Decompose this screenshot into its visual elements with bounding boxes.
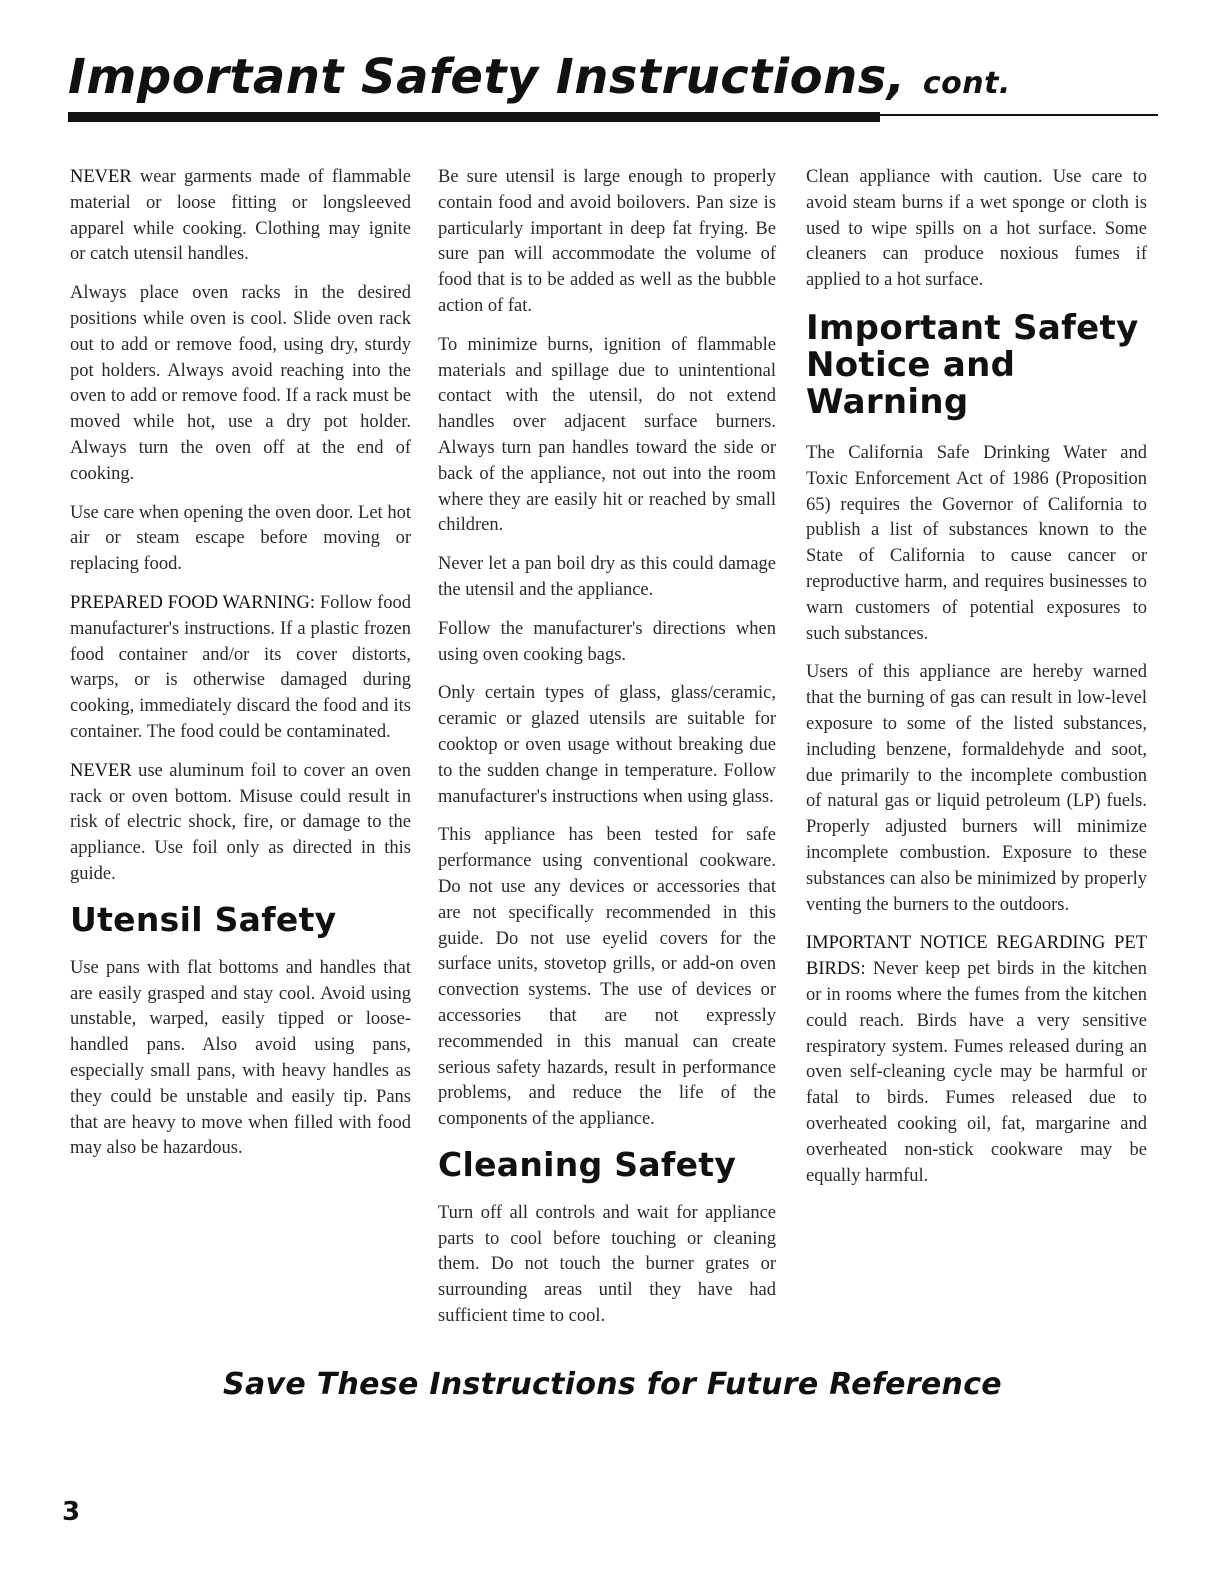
paragraph (70, 759, 411, 888)
column-middle (438, 165, 776, 1343)
page-title-suffix: cont. (922, 66, 1011, 101)
page-number: 3 (62, 1497, 81, 1527)
column-right (806, 165, 1147, 1202)
paragraph-text: Follow food manufacturer's instructions. If a plastic frozen food container and/or its cover distorts, warps, or is otherwise damaged during cooking, immediately discard the food and its container. The food could be contaminated. (70, 592, 411, 742)
title-underline-rule (68, 114, 1158, 116)
page-header (68, 44, 1158, 117)
section-heading-safety-notice: Important Safety Notice and Warning (806, 307, 1139, 422)
page-title (68, 44, 1158, 117)
paragraph: Users of this appliance are hereby warned that the burning of gas can result in low-level exposure to some of the listed substances, including benzene, formaldehyde and soot, due primarily to the incomplete combustion of natural gas or liquid petroleum (LP) fuels. Properly adjusted burners will minimize incomplete combustion. Exposure to these substances can also be minimized by properly venting the burners to the outdoors. (806, 662, 1147, 915)
save-instructions-banner: Save These Instructions for Future Reference (223, 1367, 1002, 1402)
column-left (70, 165, 411, 1175)
paragraph (70, 165, 411, 268)
paragraph-text: use aluminum foil to cover an oven rack or oven bottom. Misuse could result in risk of electric shock, fire, or damage to the appliance. Use foil only as directed in this guide. (70, 760, 411, 884)
section-heading-utensil-safety: Utensil Safety (70, 899, 337, 939)
paragraph-lead: IMPORTANT NOTICE REGARDING PET BIRDS: (806, 933, 1147, 980)
paragraph-lead: PREPARED FOOD WARNING: (70, 592, 316, 613)
page-title-main: Important Safety Instructions, (68, 49, 906, 105)
paragraph-text: Never keep pet birds in the kitchen or in rooms where the fumes from the kitchen could reach. Birds have a very sensitive respiratory system. Fumes released during an oven self-cleaning cycle may be harmful or fatal to birds. Fumes released due to overheated cooking oil, fat, margarine and overheated non-stick cookware may be equally harmful. (806, 959, 1147, 1186)
paragraph-lead: NEVER (70, 760, 132, 781)
paragraph: Only certain types of glass, glass/ceramic, ceramic or glazed utensils are suitable for cooktop or oven usage without breaking due to the sudden change in temperature. Follow manufacturer's instructions when using glass. (438, 683, 776, 807)
paragraph: The California Safe Drinking Water and Toxic Enforcement Act of 1986 (Proposition 65) requires the Governor of California to publish a list of substances known to the State of California to cause cancer or reproductive harm, and requires businesses to warn customers of potential exposures to such substances. (806, 442, 1147, 644)
paragraph: Use care when opening the oven door. Let hot air or steam escape before moving or replacing food. (70, 502, 411, 575)
paragraph (70, 591, 411, 746)
paragraph: Clean appliance with caution. Use care to avoid steam burns if a wet sponge or cloth is used to wipe spills on a hot surface. Some cleaners can produce noxious fumes if applied to a hot surface. (806, 167, 1147, 291)
paragraph: This appliance has been tested for safe performance using conventional cookware. Do not use any devices or accessories that are not specifically recommended in this guide. Do not use eyelid covers for the surface units, stovetop grills, or add-on oven convection systems. The use of devices or accessories that are not expressly recommended in this manual can create serious safety hazards, result in performance problems, and reduce the life of the components of the appliance. (438, 825, 776, 1130)
paragraph: Be sure utensil is large enough to properly contain food and avoid boilovers. Pan size is particularly important in deep fat frying. Be sure pan will accommodate the volume of food that is to be added as well as the bubble action of fat. (438, 167, 776, 316)
paragraph: Never let a pan boil dry as this could damage the utensil and the appliance. (438, 554, 776, 600)
paragraph: Follow the manufacturer's directions when using oven cooking bags. (438, 618, 776, 665)
paragraph: Use pans with flat bottoms and handles that are easily grasped and stay cool. Avoid using unstable, warped, easily tipped or loose-handled pans. Also avoid using pans, especially small pans, with heavy handles as they could be unstable and easily tip. Pans that are heavy to move when filled with food may also be hazardous. (70, 957, 411, 1159)
paragraph-lead: NEVER (70, 167, 132, 187)
paragraph: To minimize burns, ignition of flammable materials and spillage due to unintentional contact with the utensil, do not extend handles over adjacent surface burners. Always turn pan handles toward the side or back of the appliance, not out into the room where they are easily hit or reached by small children. (438, 334, 776, 536)
paragraph-text: wear garments made of flammable material or loose fitting or longsleeved apparel while cooking. Clothing may ignite or catch utensil handles. (70, 167, 411, 265)
paragraph: Always place oven racks in the desired positions while oven is cool. Slide oven rack out to add or remove food, using dry, sturdy pot holders. Always avoid reaching into the oven to add or remove food. If a rack must be moved while hot, use a dry pot holder. Always turn the oven off at the end of cooking. (70, 283, 411, 484)
section-heading-cleaning-safety: Cleaning Safety (438, 1144, 737, 1184)
paragraph: Turn off all controls and wait for appliance parts to cool before touching or cleaning them. Do not touch the burner grates or surrounding areas until they have had sufficient time to cool. (438, 1202, 776, 1327)
paragraph (806, 931, 1147, 1189)
